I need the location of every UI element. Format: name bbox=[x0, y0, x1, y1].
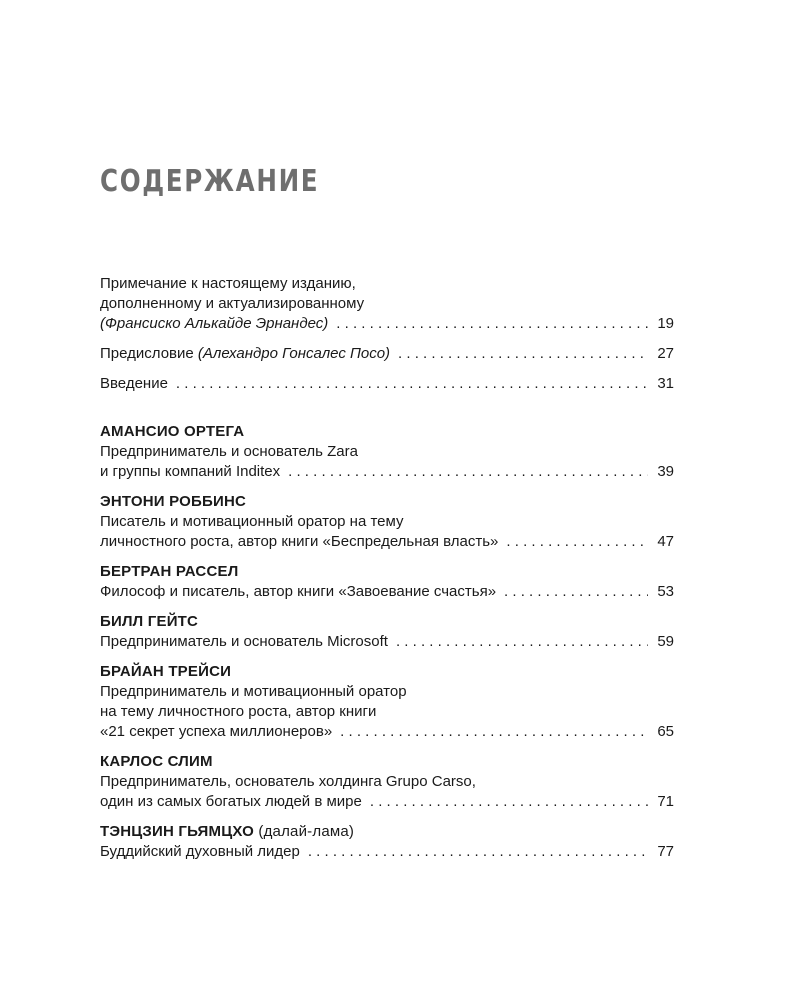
toc-entry-label: Предисловие bbox=[100, 345, 198, 362]
toc-entry-person[interactable] bbox=[100, 492, 674, 552]
page-number: 19 bbox=[657, 315, 674, 332]
toc-entry-introduction[interactable] bbox=[100, 374, 674, 394]
person-name: АМАНСИО ОРТЕГА bbox=[100, 423, 245, 440]
toc-entry-person[interactable] bbox=[100, 612, 674, 652]
toc-entry-author: (Алехандро Гонсалес Посо) bbox=[197, 345, 391, 362]
toc-entry-label: один из самых богатых людей в мире bbox=[100, 793, 362, 810]
toc-entry-preface[interactable] bbox=[100, 344, 674, 364]
page-number: 71 bbox=[657, 793, 674, 810]
toc-entry-last-line bbox=[100, 582, 674, 602]
toc-entry-last-line bbox=[100, 462, 674, 482]
page-number: 47 bbox=[657, 533, 674, 550]
person-name: КАРЛОС СЛИМ bbox=[100, 753, 213, 770]
page-number: 77 bbox=[657, 843, 674, 860]
dot-leader bbox=[370, 792, 648, 812]
dot-leader bbox=[504, 582, 648, 602]
toc-entry-line: Предприниматель, основатель холдинга Grupo Carso, bbox=[100, 773, 476, 790]
toc-entry-last-line bbox=[100, 792, 674, 812]
toc-entry-line: дополненному и актуализированному bbox=[100, 295, 365, 312]
toc-entry-person[interactable] bbox=[100, 822, 674, 862]
toc-entry-person[interactable] bbox=[100, 422, 674, 482]
page-number: 59 bbox=[657, 633, 674, 650]
page-number: 31 bbox=[657, 375, 674, 392]
toc-entry-person[interactable] bbox=[100, 752, 674, 812]
dot-leader bbox=[288, 462, 648, 482]
toc-entry-last-line bbox=[100, 344, 674, 364]
toc-entry-line: на тему личностного роста, автор книги bbox=[100, 703, 377, 720]
page-number: 39 bbox=[657, 463, 674, 480]
toc-entry-text bbox=[100, 344, 390, 364]
dot-leader bbox=[398, 344, 648, 364]
page-number: 53 bbox=[657, 583, 674, 600]
book-page bbox=[100, 0, 674, 1000]
toc-entry-last-line bbox=[100, 374, 674, 394]
dot-leader bbox=[396, 632, 648, 652]
dot-leader bbox=[336, 314, 648, 334]
toc-entry-label: личностного роста, автор книги «Беспредельная власть» bbox=[100, 533, 499, 550]
person-name: БИЛЛ ГЕЙТС bbox=[100, 613, 199, 630]
toc-entry-line: Писатель и мотивационный оратор на тему bbox=[100, 513, 404, 530]
person-name-note: (далай-лама) bbox=[254, 823, 355, 840]
table-of-contents bbox=[100, 274, 674, 862]
toc-entry-person[interactable] bbox=[100, 662, 674, 742]
person-name-text: ТЭНЦЗИН ГЬЯМЦХО bbox=[100, 823, 255, 840]
person-name: БЕРТРАН РАССЕЛ bbox=[100, 563, 239, 580]
toc-entry-last-line bbox=[100, 722, 674, 742]
toc-entry-last-line bbox=[100, 314, 674, 334]
toc-entry-person[interactable] bbox=[100, 562, 674, 602]
toc-entry-line: Предприниматель и основатель Zara bbox=[100, 443, 358, 460]
dot-leader bbox=[176, 374, 648, 394]
dot-leader bbox=[506, 532, 648, 552]
toc-entry-label: «21 секрет успеха миллионеров» bbox=[100, 723, 333, 740]
toc-entry-line: Предприниматель и мотивационный оратор bbox=[100, 683, 407, 700]
toc-entry-label: и группы компаний Inditex bbox=[100, 463, 281, 480]
toc-entry-line: Примечание к настоящему изданию, bbox=[100, 275, 356, 292]
person-name: БРАЙАН ТРЕЙСИ bbox=[100, 663, 232, 680]
toc-entry-label: Философ и писатель, автор книги «Завоевание счастья» bbox=[100, 583, 497, 600]
toc-entry-last-line bbox=[100, 632, 674, 652]
toc-entry-label: Предприниматель и основатель Microsoft bbox=[100, 633, 388, 650]
page-number: 65 bbox=[657, 723, 674, 740]
toc-entry-note[interactable] bbox=[100, 274, 674, 334]
toc-entry-last-line bbox=[100, 842, 674, 862]
person-name: ЭНТОНИ РОББИНС bbox=[100, 493, 247, 510]
toc-entry-last-line bbox=[100, 532, 674, 552]
toc-entry-label: Введение bbox=[100, 375, 168, 392]
page-number: 27 bbox=[657, 345, 674, 362]
dot-leader bbox=[308, 842, 648, 862]
page-title: СОДЕРЖАНИЕ bbox=[100, 164, 320, 199]
dot-leader bbox=[340, 722, 648, 742]
toc-entry-label: Буддийский духовный лидер bbox=[100, 843, 300, 860]
person-name bbox=[100, 822, 674, 842]
toc-entry-author: (Франсиско Алькайде Эрнандес) bbox=[100, 315, 329, 332]
